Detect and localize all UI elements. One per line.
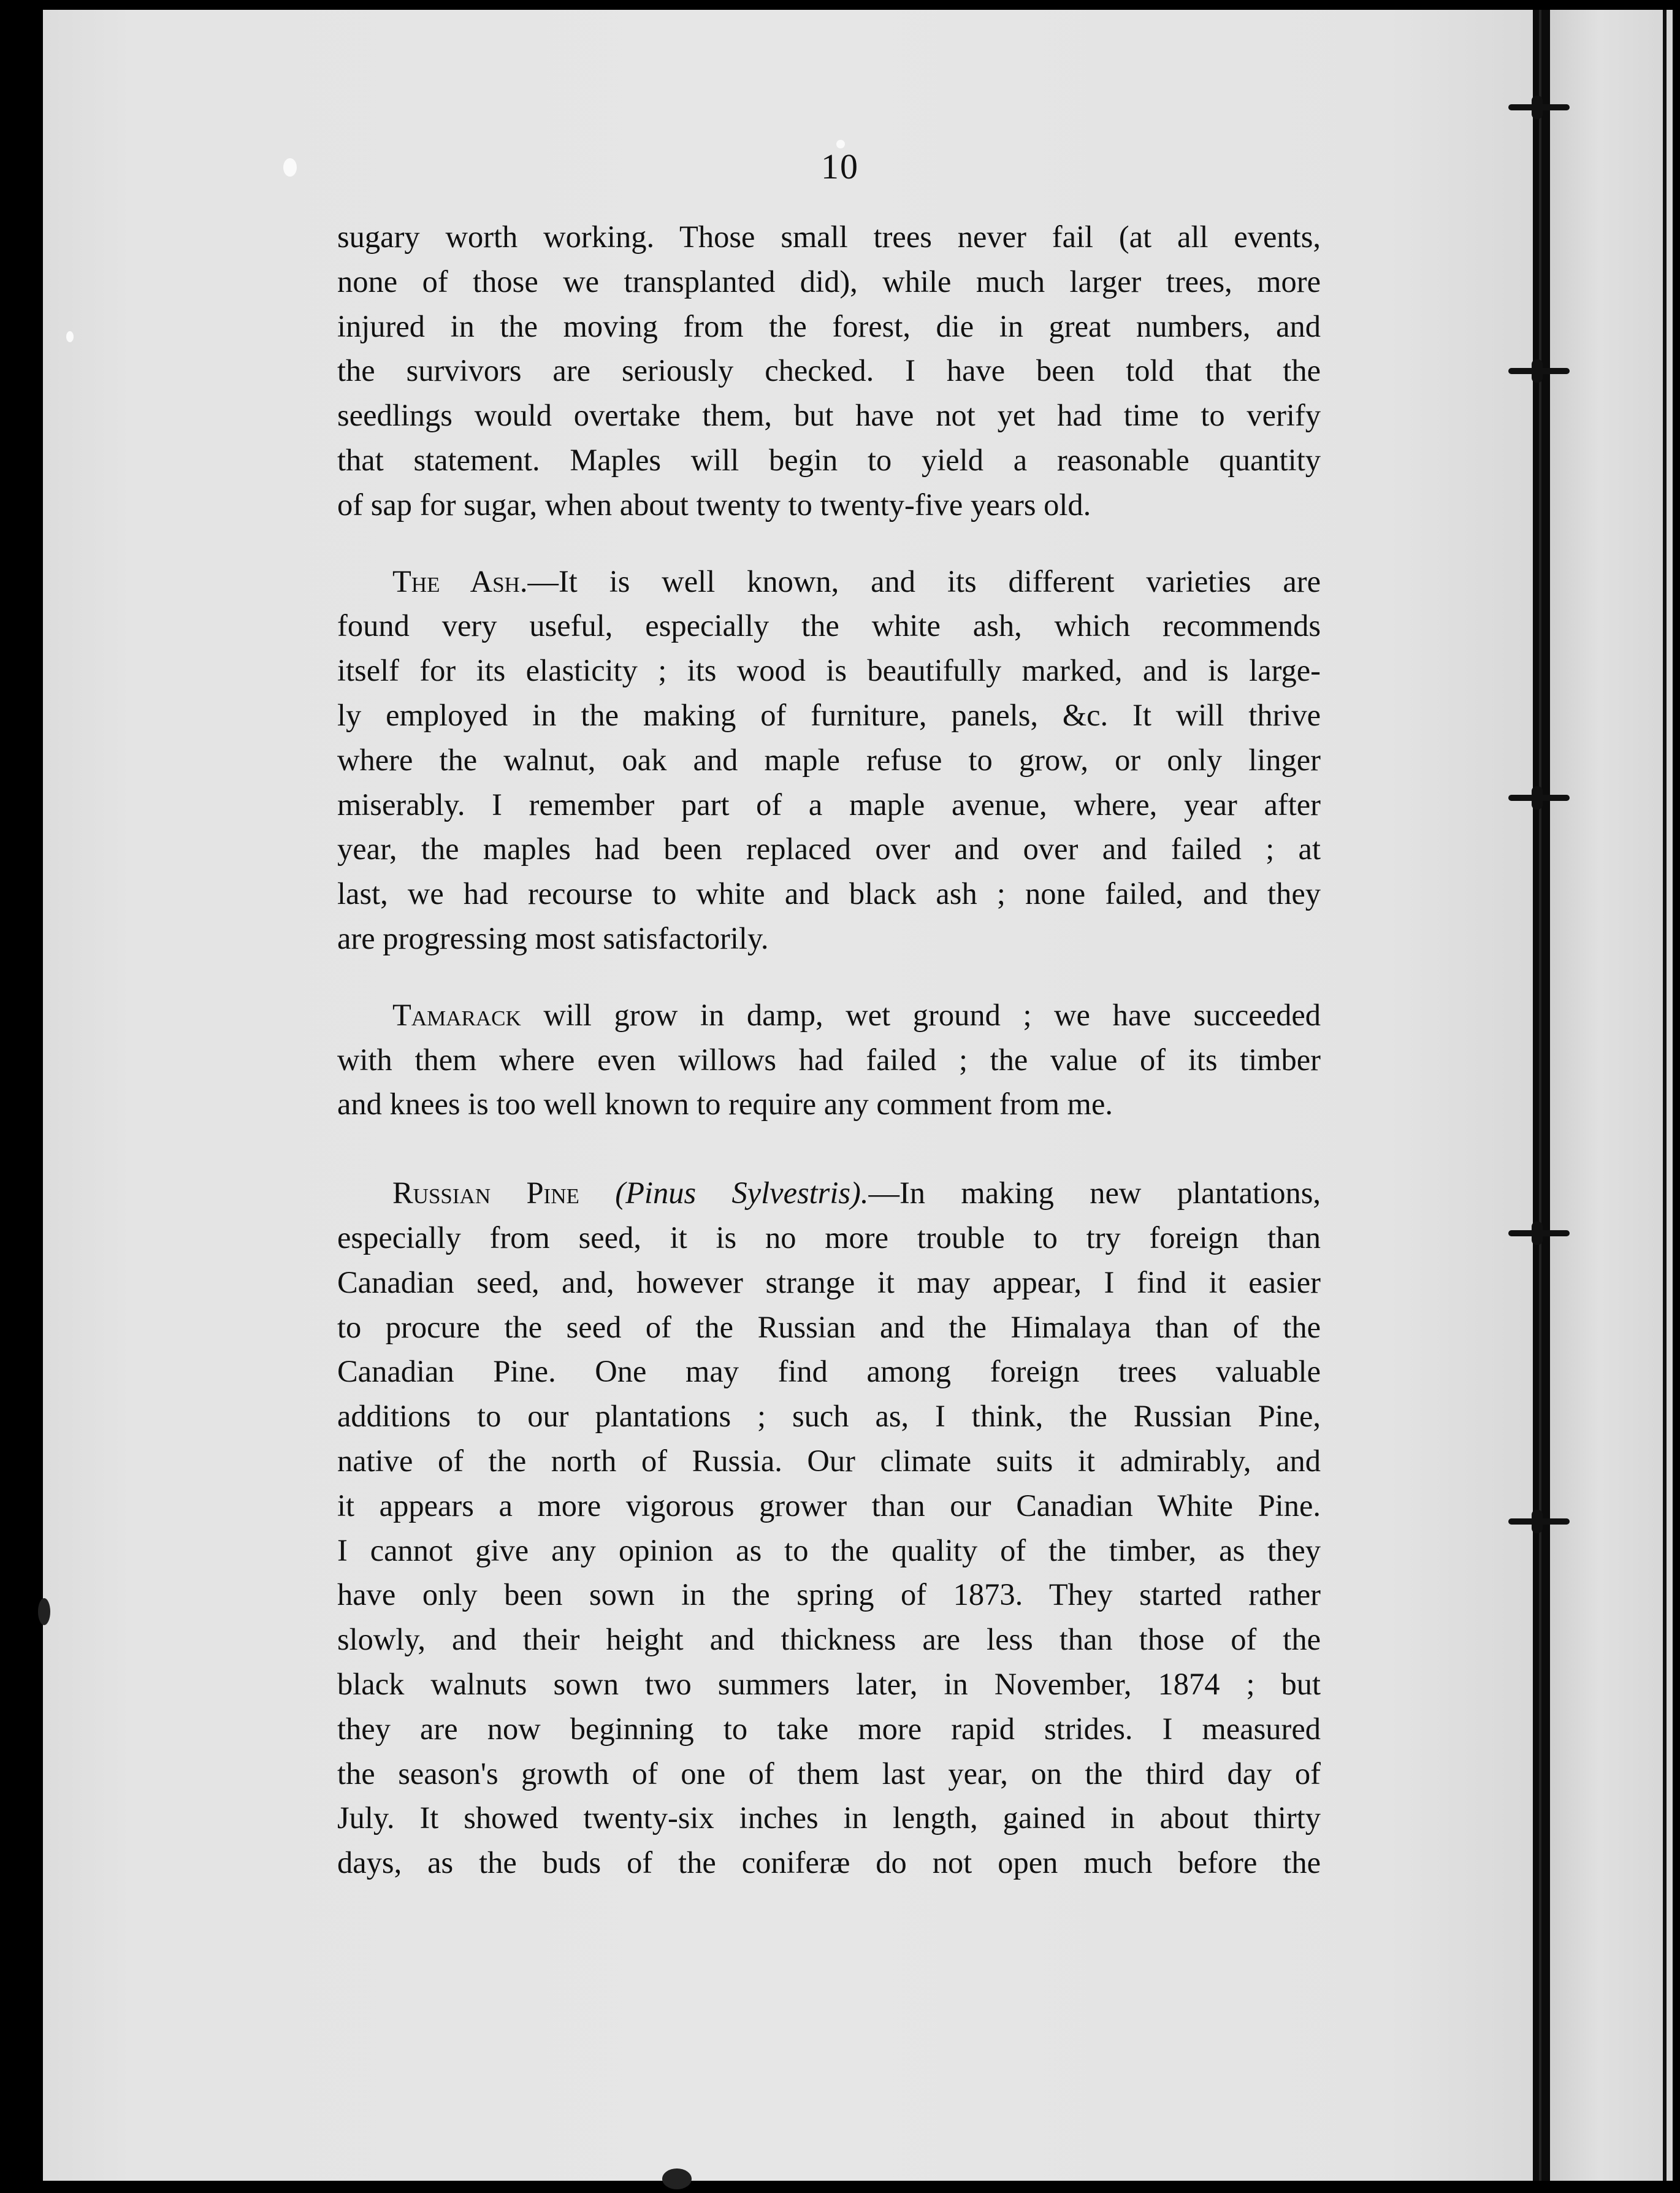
text-line: where the walnut, oak and maple refuse to grow, or only linger [337,742,1321,777]
text-line: ly employed in the making of furniture, panels, &c. It will thrive [337,697,1321,732]
text-line: have only been sown in the spring of 1873. They started rather [337,1577,1321,1612]
paper-speck [283,158,297,177]
binding-stitch [1508,1230,1570,1236]
text-line: last, we had recourse to white and black ash ; none failed, and they [337,876,1321,911]
text-line: year, the maples had been replaced over and over and failed ; at [337,832,1321,867]
text-line: Canadian seed, and, however strange it may appear, I find it easier [337,1265,1321,1299]
edge-mark [662,2168,692,2189]
spine-edge [1663,10,1667,2181]
text-line: Tamarack will grow in damp, wet ground ; we have succeeded [392,997,1321,1032]
text-line: seedlings would overtake them, but have not yet had time to verify [337,398,1321,433]
edge-mark [38,1598,50,1625]
text-line: that statement. Maples will begin to yield a reasonable quantity [337,442,1321,477]
text-line: with them where even willows had failed ; the value of its timber [337,1042,1321,1077]
page-gutter [1533,10,1550,2181]
text-line: I cannot give any opinion as to the quality of the timber, as they [337,1533,1321,1567]
binding-stitch [1508,368,1570,374]
page-number: 10 [821,147,859,186]
text-line: the survivors are seriously checked. I have been told that the [337,353,1321,388]
text-line: July. It showed twenty-six inches in length, gained in about thirty [337,1801,1321,1835]
section-heading-ash: The Ash. [392,564,528,599]
paragraph-tamarack [337,993,1321,1127]
paper-speck [66,331,74,342]
section-heading-tamarack: Tamarack [392,997,521,1032]
binding-stitch [1508,104,1570,110]
text-line: of sap for sugar, when about twenty to twenty-five years old. [337,487,1091,522]
paragraph-ash [337,559,1321,961]
text-line: black walnuts sown two summers later, in November, 1874 ; but [337,1666,1321,1701]
text-line: found very useful, especially the white ash, which recommends [337,608,1321,643]
text-line: Russian Pine (Pinus Sylvestris).—In making new plantations, [392,1176,1321,1211]
text-line: to procure the seed of the Russian and the Himalaya than of the [337,1309,1321,1344]
text-line: days, as the buds of the coniferæ do not open much before the [337,1845,1321,1880]
text-line: slowly, and their height and thickness are less than those of the [337,1622,1321,1657]
text-line: The Ash.—It is well known, and its different varieties are [392,564,1321,599]
text-line: sugary worth working. Those small trees never fail (at all events, [337,220,1321,254]
latin-name: (Pinus Sylvestris). [615,1176,869,1211]
text-line: none of those we transplanted did), while much larger trees, more [337,264,1321,299]
text-line: they are now beginning to take more rapid strides. I measured [337,1711,1321,1746]
text-line: the season's growth of one of them last year, on the third day of [337,1756,1321,1791]
binding-spine [1550,10,1673,2181]
binding-stitch [1508,1518,1570,1525]
text-line: additions to our plantations ; such as, I think, the Russian Pine, [337,1399,1321,1434]
text-line: miserably. I remember part of a maple avenue, where, year after [337,787,1321,822]
text-line: especially from seed, it is no more trouble to try foreign than [337,1220,1321,1255]
text-line: are progressing most satisfactorily. [337,920,769,955]
text-line: it appears a more vigorous grower than our Canadian White Pine. [337,1488,1321,1523]
text-line: and knees is too well known to require any comment from me. [337,1087,1113,1122]
paragraph-russian-pine [337,1171,1321,1885]
text-line: native of the north of Russia. Our climate suits it admirably, and [337,1443,1321,1478]
section-heading-russian-pine: Russian Pine [392,1176,579,1211]
text-line: injured in the moving from the forest, die in great numbers, and [337,308,1321,343]
paragraph-continuation [337,215,1321,527]
binding-stitch [1508,795,1570,801]
body-text [337,215,1321,1885]
binding-thread [1539,10,1541,2181]
text-line: Canadian Pine. One may find among foreign trees valuable [337,1354,1321,1389]
text-line: itself for its elasticity ; its wood is beautifully marked, and is large- [337,653,1321,688]
